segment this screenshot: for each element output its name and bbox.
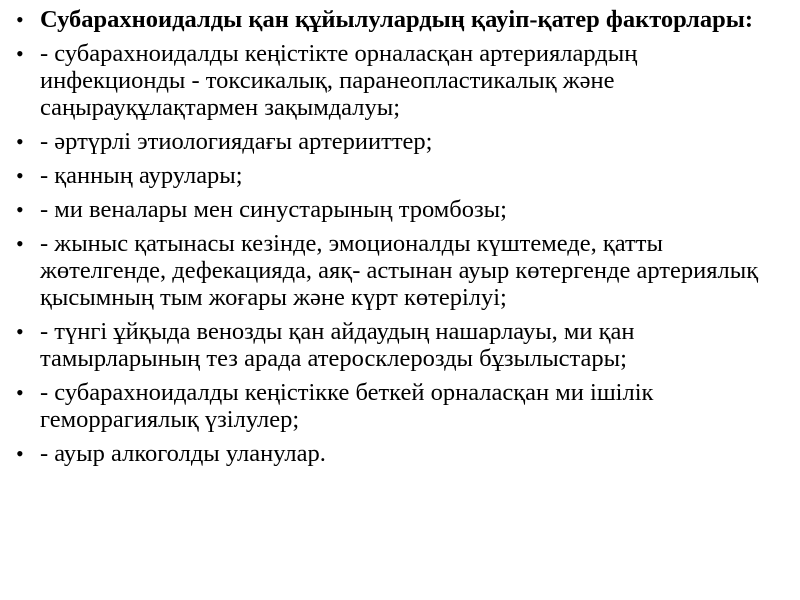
list-item-heading (14, 6, 786, 33)
list-item (14, 40, 786, 121)
list-item (14, 196, 786, 223)
bullet-icon: • (16, 41, 24, 66)
list-item-text: - жыныс қатынасы кезінде, эмоционалды күштемеде, қатты жөтелгенде, дефекацияда, аяқ- астынан ауыр көтергенде артериялық қысымның тым жоғары және күрт көтерілуі; (40, 230, 759, 311)
list-item (14, 318, 786, 372)
list-item-text: - түнгі ұйқыда венозды қан айдаудың нашарлауы, ми қан тамырларының тез арада атеросклерозды бұзылыстары; (40, 318, 635, 372)
list-item (14, 230, 786, 311)
list-item (14, 440, 786, 467)
list-item (14, 162, 786, 189)
list-item-text: - қанның аурулары; (40, 162, 243, 189)
list-item-text: - субарахноидалды кеңістікте орналасқан артериялардың инфекционды - токсикалық, паранеопластикалық және саңырауқұлақтармен зақымдалуы; (40, 40, 638, 121)
bullet-list (14, 6, 786, 467)
slide-heading: Субарахноидалды қан құйылулардың қауіп-қатер факторлары: (40, 6, 754, 33)
bullet-icon: • (16, 441, 24, 466)
bullet-icon: • (16, 197, 24, 222)
bullet-icon: • (16, 319, 24, 344)
bullet-icon: • (16, 7, 24, 32)
bullet-icon: • (16, 380, 24, 405)
bullet-icon: • (16, 231, 24, 256)
list-item-text: - ауыр алкоголды уланулар. (40, 440, 326, 467)
list-item-text: - субарахноидалды кеңістікке беткей орналасқан ми ішілік геморрагиялық үзілулер; (40, 379, 654, 433)
list-item (14, 128, 786, 155)
bullet-icon: • (16, 129, 24, 154)
list-item (14, 379, 786, 433)
bullet-icon: • (16, 163, 24, 188)
list-item-text: - ми веналары мен синустарының тромбозы; (40, 196, 507, 223)
list-item-text: - әртүрлі этиологиядағы артерииттер; (40, 128, 433, 155)
